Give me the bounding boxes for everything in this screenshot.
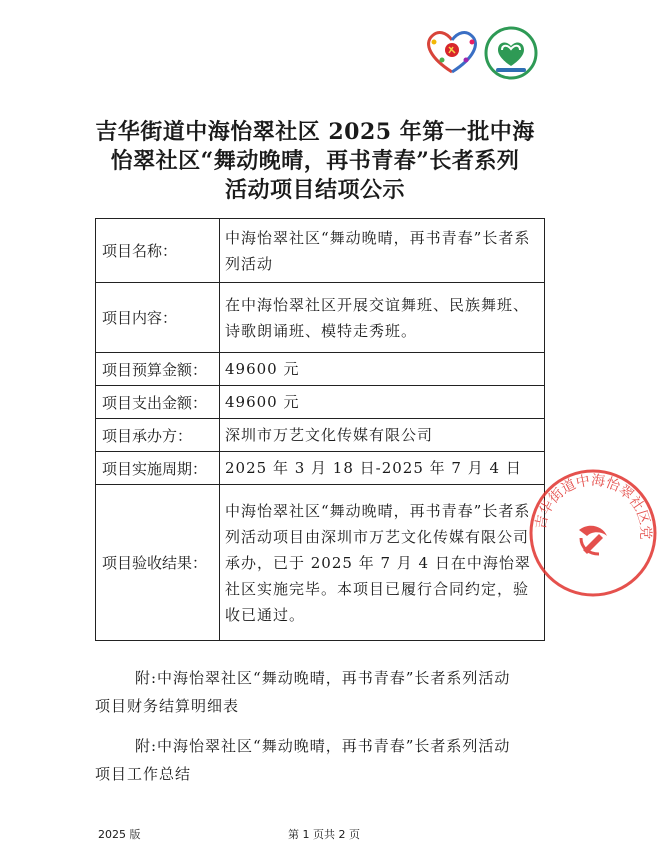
table-row — [96, 283, 545, 353]
row-value: 中海怡翠社区“舞动晚晴，再书青春”长者系列活动项目由深圳市万艺文化传媒有限公司承办，已于 2025 年 7 月 4 日在中海怡翠社区实施完毕。本项目已履行合同约定，验收已通过。 — [220, 485, 545, 641]
title-line-1: 吉华街道中海怡翠社区 2025 年第一批中海 — [95, 119, 535, 145]
row-label: 项目内容： — [96, 283, 220, 353]
attachment-line: 附:中海怡翠社区“舞动晚晴，再书青春”长者系列活动 — [135, 669, 511, 687]
row-value: 49600 元 — [220, 353, 545, 386]
community-logo-icon — [484, 26, 538, 80]
attachment-line: 项目财务结算明细表 — [95, 697, 240, 715]
row-value: 2025 年 3 月 18 日-2025 年 7 月 4 日 — [220, 452, 545, 485]
row-value: 在中海怡翠社区开展交谊舞班、民族舞班、诗歌朗诵班、模特走秀班。 — [220, 283, 545, 353]
table-row — [96, 452, 545, 485]
footer-page-number: 第 1 页共 2 页 — [288, 828, 360, 841]
attachment-1 — [95, 664, 555, 720]
row-label: 项目实施周期： — [96, 452, 220, 485]
table-row — [96, 219, 545, 283]
table-row — [96, 485, 545, 641]
row-value: 中海怡翠社区“舞动晚晴，再书青春”长者系列活动 — [220, 219, 545, 283]
row-label: 项目预算金额： — [96, 353, 220, 386]
row-value: 49600 元 — [220, 386, 545, 419]
title-line-3: 活动项目结项公示 — [224, 177, 405, 203]
footer-version: 2025 版 — [98, 828, 141, 841]
table-row — [96, 386, 545, 419]
row-label: 项目名称： — [96, 219, 220, 283]
row-label: 项目承办方： — [96, 419, 220, 452]
row-label: 项目支出金额： — [96, 386, 220, 419]
row-label: 项目验收结果： — [96, 485, 220, 641]
attachment-line: 附:中海怡翠社区“舞动晚晴，再书青春”长者系列活动 — [135, 737, 511, 755]
seal-text: 吉华街道中海怡翠社区党 — [532, 472, 654, 540]
table-row — [96, 353, 545, 386]
attachment-line: 项目工作总结 — [95, 765, 192, 783]
project-info-table — [95, 218, 545, 641]
title-line-2: 怡翠社区“舞动晚晴，再书青春”长者系列 — [110, 148, 520, 174]
table-row — [96, 419, 545, 452]
row-value: 深圳市万艺文化传媒有限公司 — [220, 419, 545, 452]
official-seal — [518, 458, 668, 608]
document-title — [60, 118, 570, 205]
attachment-2 — [95, 732, 555, 788]
seal-stamp-icon — [518, 458, 668, 608]
